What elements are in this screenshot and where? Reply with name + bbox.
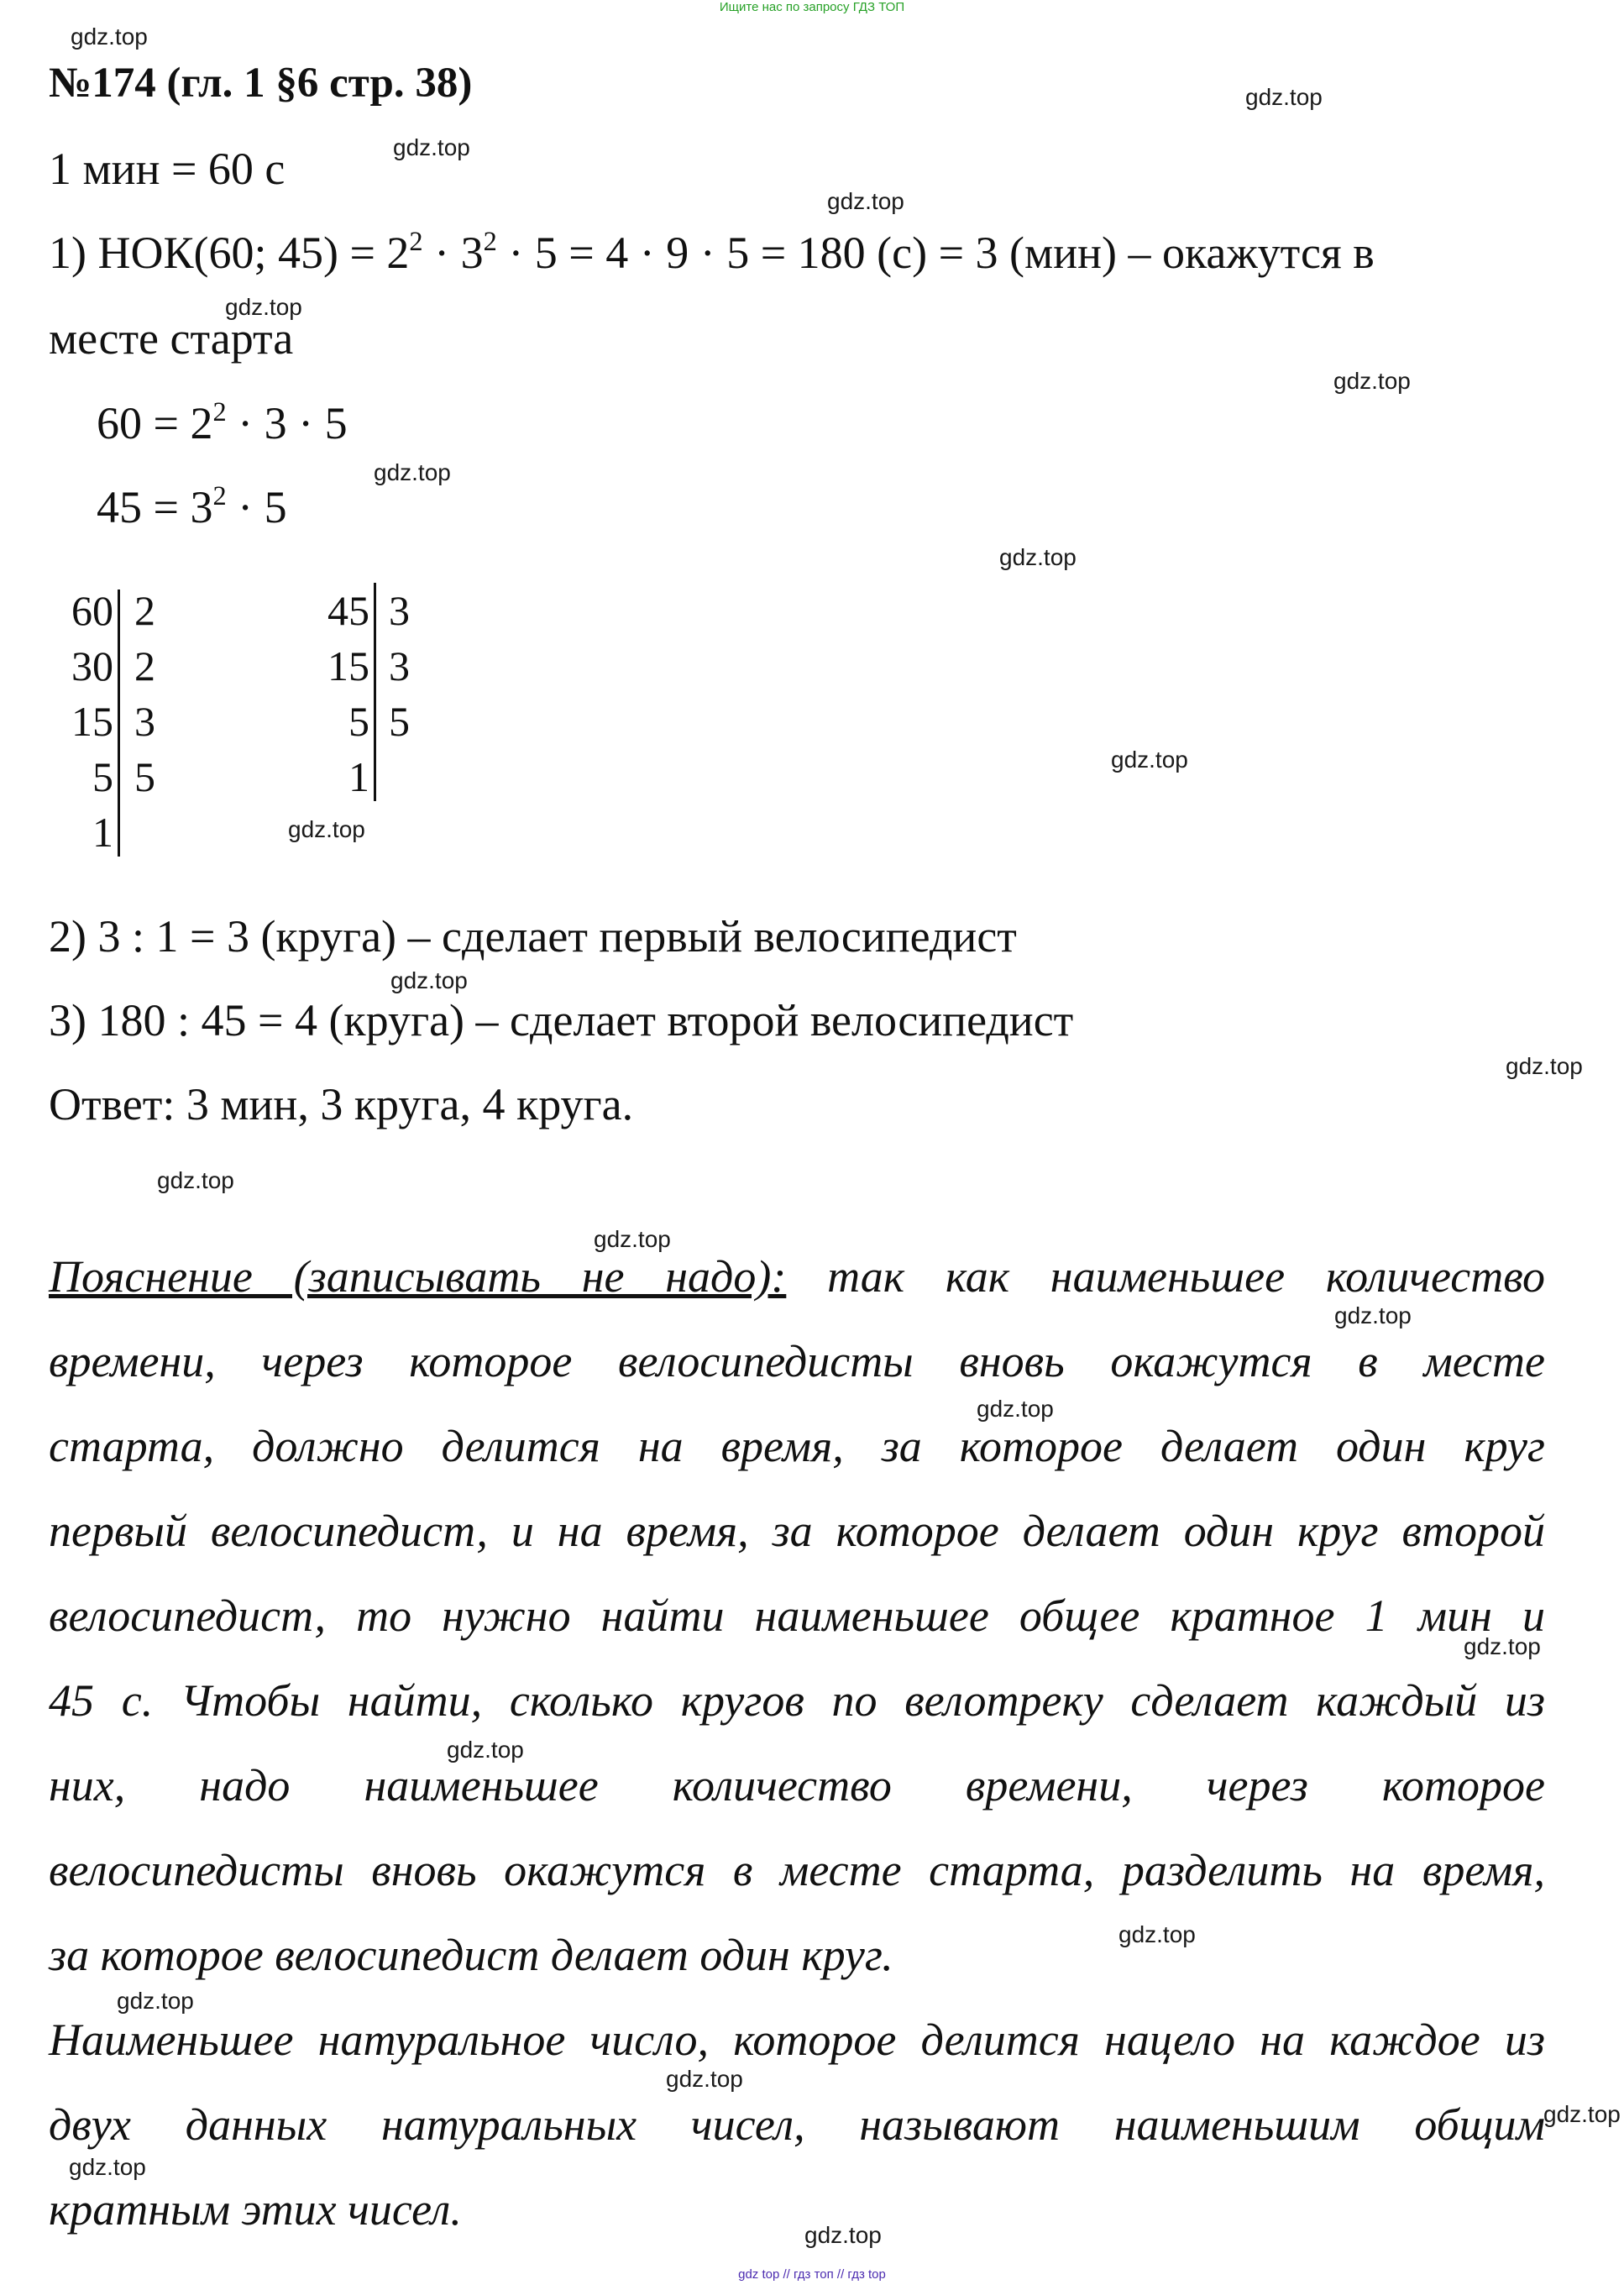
watermark: gdz.top <box>157 1167 234 1193</box>
watermark: gdz.top <box>1464 1633 1541 1659</box>
step1-line-continued: месте старта <box>49 313 294 364</box>
task-title: №174 (гл. 1 §6 стр. 38) <box>49 60 473 107</box>
watermark: gdz.top <box>1506 1053 1583 1079</box>
watermark: gdz.top <box>1245 84 1323 110</box>
watermark: gdz.top <box>288 816 365 842</box>
watermark: gdz.top <box>1543 2101 1621 2127</box>
definition-line: двух данных натуральных чисел, называют наименьшим общим <box>49 2099 1545 2150</box>
divider-line <box>118 590 120 857</box>
prime-factor: 5 <box>389 698 410 745</box>
watermark: gdz.top <box>666 2066 743 2092</box>
factor-value: 45 <box>327 587 369 634</box>
unit-conversion-line: 1 мин = 60 с <box>49 144 286 194</box>
factor-value: 1 <box>92 809 113 856</box>
watermark: gdz.top <box>71 24 148 50</box>
divider-line <box>374 583 376 801</box>
watermark: gdz.top <box>827 188 904 214</box>
watermark: gdz.top <box>447 1737 524 1763</box>
prime-factor: 3 <box>389 587 410 634</box>
explanation-line: за которое велосипедист делает один круг. <box>49 1930 893 1980</box>
explanation-label: Пояснение (записывать не надо): <box>49 1251 787 1302</box>
footer-links: gdz top // гдз топ // гдз top <box>738 2267 886 2282</box>
step3-line: 3) 180 : 45 = 4 (круга) – сделает второй велосипедист <box>49 995 1074 1045</box>
prime-factor: 2 <box>134 642 155 689</box>
factor-value: 30 <box>71 642 113 689</box>
watermark: gdz.top <box>594 1226 671 1252</box>
factor-table-60 <box>50 583 185 868</box>
watermark: gdz.top <box>225 294 302 320</box>
explanation-line: велосипедист, то нужно найти наименьшее общее кратное 1 мин и <box>49 1590 1545 1641</box>
prime-factor: 3 <box>134 698 155 745</box>
factor-value: 60 <box>71 587 113 634</box>
factor-value: 5 <box>348 698 369 745</box>
prime-factor: 3 <box>389 642 410 689</box>
explanation-line: велосипедисты вновь окажутся в месте старта, разделить на время, <box>49 1845 1545 1895</box>
search-hint-banner: Ищите нас по запросу ГДЗ ТОП <box>719 0 905 14</box>
watermark: gdz.top <box>69 2154 146 2180</box>
explanation-line: первый велосипедист, и на время, за которое делает один круг второй <box>49 1506 1545 1556</box>
watermark: gdz.top <box>1333 368 1411 394</box>
factorization-60: $60 = 2^2 \cdot 3 \cdot 5$ <box>97 396 348 448</box>
step2-line: 2) 3 : 1 = 3 (круга) – сделает первый велосипедист <box>49 911 1017 962</box>
prime-factor: 2 <box>134 587 155 634</box>
factorization-45: $45 = 3^2 \cdot 5$ <box>97 480 287 532</box>
watermark: gdz.top <box>393 134 470 160</box>
factor-table-45 <box>311 583 428 818</box>
explanation-line: старта, должно делится на время, за которое делает один круг <box>49 1421 1545 1471</box>
explanation-line: них, надо наименьшее количество времени, через которое <box>49 1760 1545 1811</box>
watermark: gdz.top <box>977 1396 1054 1422</box>
watermark: gdz.top <box>1111 747 1188 773</box>
definition-line: кратным этих чисел. <box>49 2184 462 2235</box>
explanation-line: Пояснение (записывать не надо): так как наименьшее количество <box>49 1251 1545 1302</box>
definition-line: Наименьшее натуральное число, которое делится нацело на каждое из <box>49 2015 1545 2065</box>
step1-line: 1) НОК(60; $45) = 2^2 \cdot 3^2 \cdot 5 = 4 \cdot 9 \cdot 5 = 180$ (с) = 3 (мин) – окажутся в <box>49 226 1375 278</box>
prime-factor: 5 <box>134 753 155 800</box>
factor-value: 15 <box>71 698 113 745</box>
watermark: gdz.top <box>1334 1302 1412 1328</box>
explanation-line: времени, через которое велосипедисты вновь окажутся в месте <box>49 1336 1545 1386</box>
watermark: gdz.top <box>117 1988 194 2014</box>
factor-value: 15 <box>327 642 369 689</box>
explanation-line: 45 с. Чтобы найти, сколько кругов по велотреку сделает каждый из <box>49 1675 1545 1726</box>
answer-line: Ответ: 3 мин, 3 круга, 4 круга. <box>49 1079 634 1129</box>
watermark: gdz.top <box>804 2222 882 2248</box>
watermark: gdz.top <box>374 459 451 485</box>
watermark: gdz.top <box>1118 1921 1196 1947</box>
watermark: gdz.top <box>999 544 1077 570</box>
factor-value: 5 <box>92 753 113 800</box>
factor-value: 1 <box>348 753 369 800</box>
watermark: gdz.top <box>390 967 468 993</box>
